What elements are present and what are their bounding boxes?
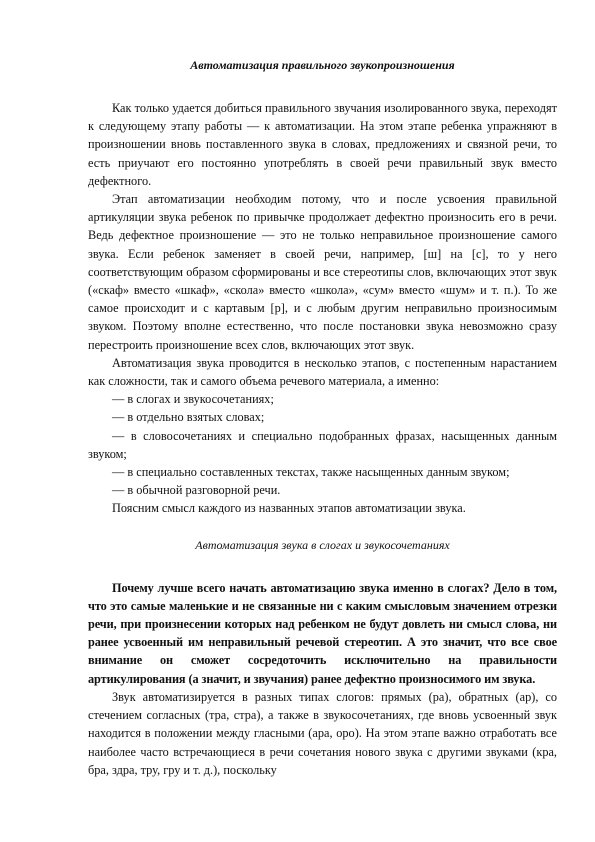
document-body [88, 58, 557, 779]
list-item: — в специально составленных текстах, также насыщенных данным звуком; [112, 465, 510, 480]
section-paragraph-2: Звук автоматизируется в разных типах слогов: прямых (ра), обратных (ар), со стечением согласных (тра, стра), а также в звукосочетаниях, где вновь усвоенный звук находится в положении между гласными (ара, оро). На этом этапе важно отработать все наиболее часто встречающиеся в речи сочетания нового звука с другими звуками (кра, бра, здра, тру, гру и т. д.), поскольку [88, 689, 557, 777]
stages-list [88, 390, 557, 499]
section-subtitle: Автоматизация звука в слогах и звукосочетаниях [195, 537, 450, 552]
list-item: — в отдельно взятых словах; [112, 410, 265, 425]
paragraph-3: Автоматизация звука проводится в несколько этапов, с постепенным нарастанием как сложности, так и самого объема речевого материала, а именно: [88, 355, 557, 389]
paragraph-1: Как только удается добиться правильного звучания изолированного звука, переходят к следующему этапу работы — к автоматизации. На этом этапе ребенка упражняют в произношении вновь поставленного звука в словах, предложениях и связной речи, то есть приучают его постоянно употреблять в своей речи правильный звук вместо дефектного. [88, 101, 557, 188]
closing-paragraph: Поясним смысл каждого из названных этапов автоматизации звука. [112, 501, 466, 516]
list-item: — в словосочетаниях и специально подобранных фразах, насыщенных данным звуком; [88, 428, 557, 461]
paragraph-2: Этап автоматизации необходим потому, что и после усвоения правильной артикуляции звука ребенок по привычке продолжает дефектно произносить его в речи. Ведь дефектное произношение — это не только неправильное произношение самого звука. Если ребенок заменяет в своей речи, например, [ш] на [с], то у него соответствующим образом сформированы и все стереотипы слов, включающих этот звук («скаф» вместо «шкаф», «скола» вместо «школа», «сум» вместо «шум» и т. п.). То же самое происходит и с картавым [р], и с любым другим неправильно произносимым звуком. Поэтому вполне естественно, что после постановки звука невозможно сразу перестроить произношение всех слов, включающих этот звук. [88, 192, 557, 352]
document-title: Автоматизация правильного звукопроизношения [190, 58, 455, 72]
section-paragraph-1: Почему лучше всего начать автоматизацию звука именно в слогах? Дело в том, что это самые маленькие и не связанные ни с каким смысловым значением отрезки речи, при произнесении которых над ребенком не будут довлеть ни смысл слова, ни ранее усвоенный им неправильный речевой стереотип. А это значит, что все свое внимание он сможет сосредоточить исключительно на правильности артикулирования (а значит, и звучания) ранее дефектно произносимого им звука. [88, 580, 557, 686]
list-item: — в слогах и звукосочетаниях; [112, 392, 274, 407]
list-item: — в обычной разговорной речи. [112, 483, 281, 498]
